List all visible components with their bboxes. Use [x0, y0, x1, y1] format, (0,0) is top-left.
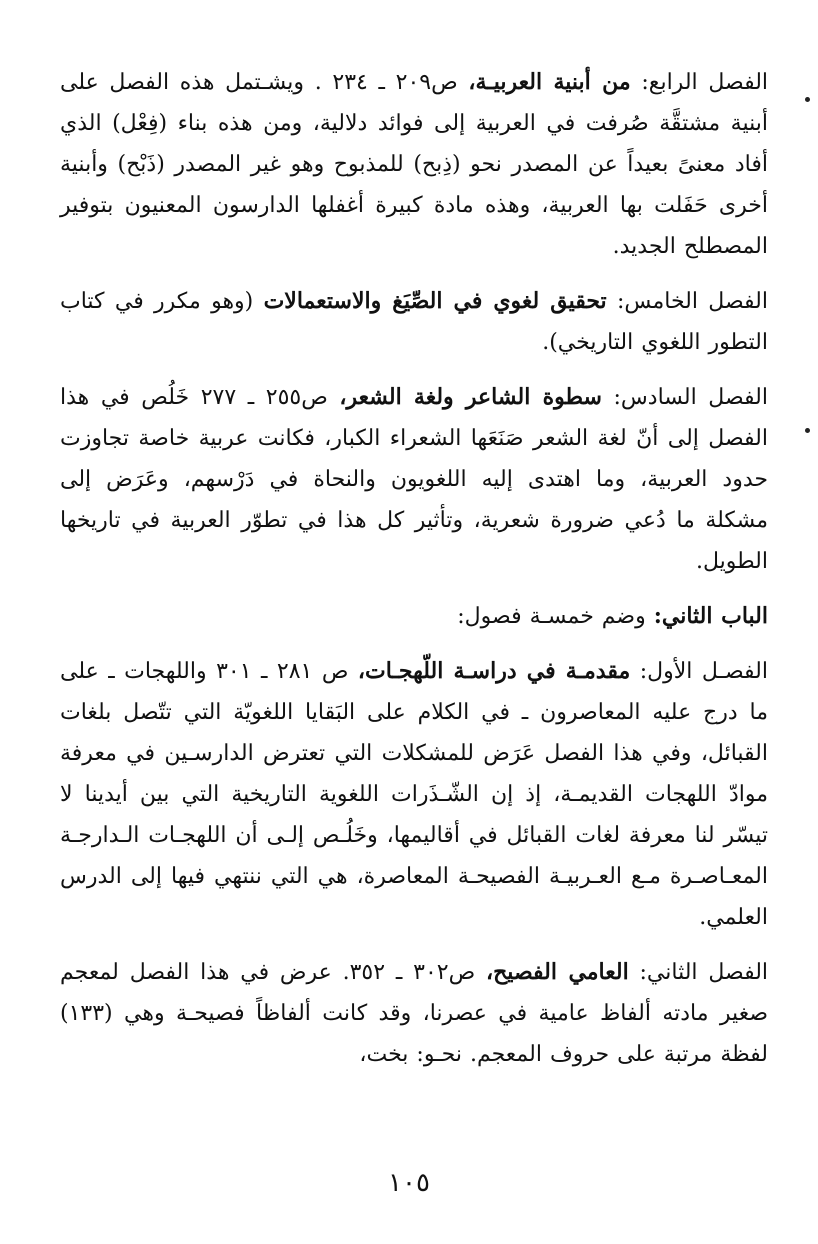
paragraph-bold-title: من أبنية العربيـة، [468, 69, 631, 95]
paragraph-bold-title: تحقيق لغوي في الصِّيَغ والاستعمالات [263, 288, 607, 314]
paragraph-bold-title: العامي الفصيح، [486, 959, 629, 985]
paragraph-bold-title: سطوة الشاعر ولغة الشعر، [339, 384, 602, 410]
paragraph-text: ص ٢٨١ ـ ٣٠١ واللهجات ـ على ما درج عليه المعاصرون ـ في الكلام على البَقايا اللغويّة التي تتّصل بلغات القبائل، وفي هذا الفصل عَرَض للمشكلات التي تعترض الدارسـين في معرفة موادّ اللهجات القديمـة، إذ إن الشّـذَرات اللغوية التاريخية التي بين أيدينا لا تيسّر لنا معرفة لغات القبائل في أقاليمها، وخَلُـص إلـى أن اللهجـات الـدارجـة المعـاصـرة مـع العـربيـة الفصيحـة المعاصرة، هي التي ننتهي فيها إلى الدرس العلمي. [60, 659, 768, 930]
paragraph-lead: الفصل السادس: [601, 385, 768, 410]
paragraph-text: ص٢٠٩ ـ ٢٣٤ . ويشـتمل هذه الفصل على أبنية مشتقَّة صُرفت في العربية إلى فوائد دلالية، ومن هذه بناء (فِعْل) الذي أفاد معنىً بعيداً عن المصدر نحو (ذِبح) للمذبوح وهو غير المصدر (ذَبْح) وأبنية أخرى حَفَلت بها العربية، وهذه مادة كبيرة أغفلها الدارسون المعنيون بتوفير المصطلح الجديد. [60, 70, 768, 259]
paragraph-lead: الفصل الرابع: [630, 70, 769, 95]
paragraph-part-2-chapter-2 [60, 952, 768, 1075]
page-number: ١٠٥ [388, 1168, 430, 1198]
margin-dot-middle [805, 428, 810, 433]
page-body [60, 62, 768, 1075]
paragraph-bold-title: الباب الثاني: [653, 603, 768, 629]
paragraph-bold-title: مقدمـة في دراسـة اللّهجـات، [357, 658, 631, 684]
paragraph-chapter-4 [60, 62, 768, 267]
paragraph-lead: الفصل الثاني: [628, 960, 769, 985]
paragraph-chapter-5 [60, 281, 768, 363]
paragraph-lead: الفصل الخامس: [606, 289, 768, 314]
paragraph-part-2-heading [60, 596, 768, 637]
paragraph-text: وضم خمسـة فصول: [457, 604, 654, 629]
paragraph-chapter-6 [60, 377, 768, 582]
margin-dot-top [805, 97, 810, 102]
paragraph-part-2-chapter-1 [60, 651, 768, 938]
paragraph-text: ص٢٥٥ ـ ٢٧٧ خَلُص في هذا الفصل إلى أنّ لغة الشعر صَنَعَها الشعراء الكبار، فكانت عربية خاصة تجاوزت حدود العربية، وما اهتدى إليه اللغويون والنحاة في دَرْسهم، وعَرَض إلى مشكلة ما دُعي ضرورة شعرية، وتأثير كل هذا في تطوّر العربية في تاريخها الطويل. [60, 385, 768, 574]
paragraph-text: ص٣٠٢ ـ ٣٥٢. عرض في هذا الفصل لمعجم صغير مادته ألفاظ عامية في عصرنا، وقد كانت ألفاظاً فصيحـة وهي (١٣٣) لفظة مرتبة على حروف المعجم. نحـو: بخت، [60, 960, 768, 1067]
paragraph-text: (وهو مكرر في كتاب التطور اللغوي التاريخي). [60, 289, 768, 355]
paragraph-lead: الفصـل الأول: [630, 659, 768, 684]
